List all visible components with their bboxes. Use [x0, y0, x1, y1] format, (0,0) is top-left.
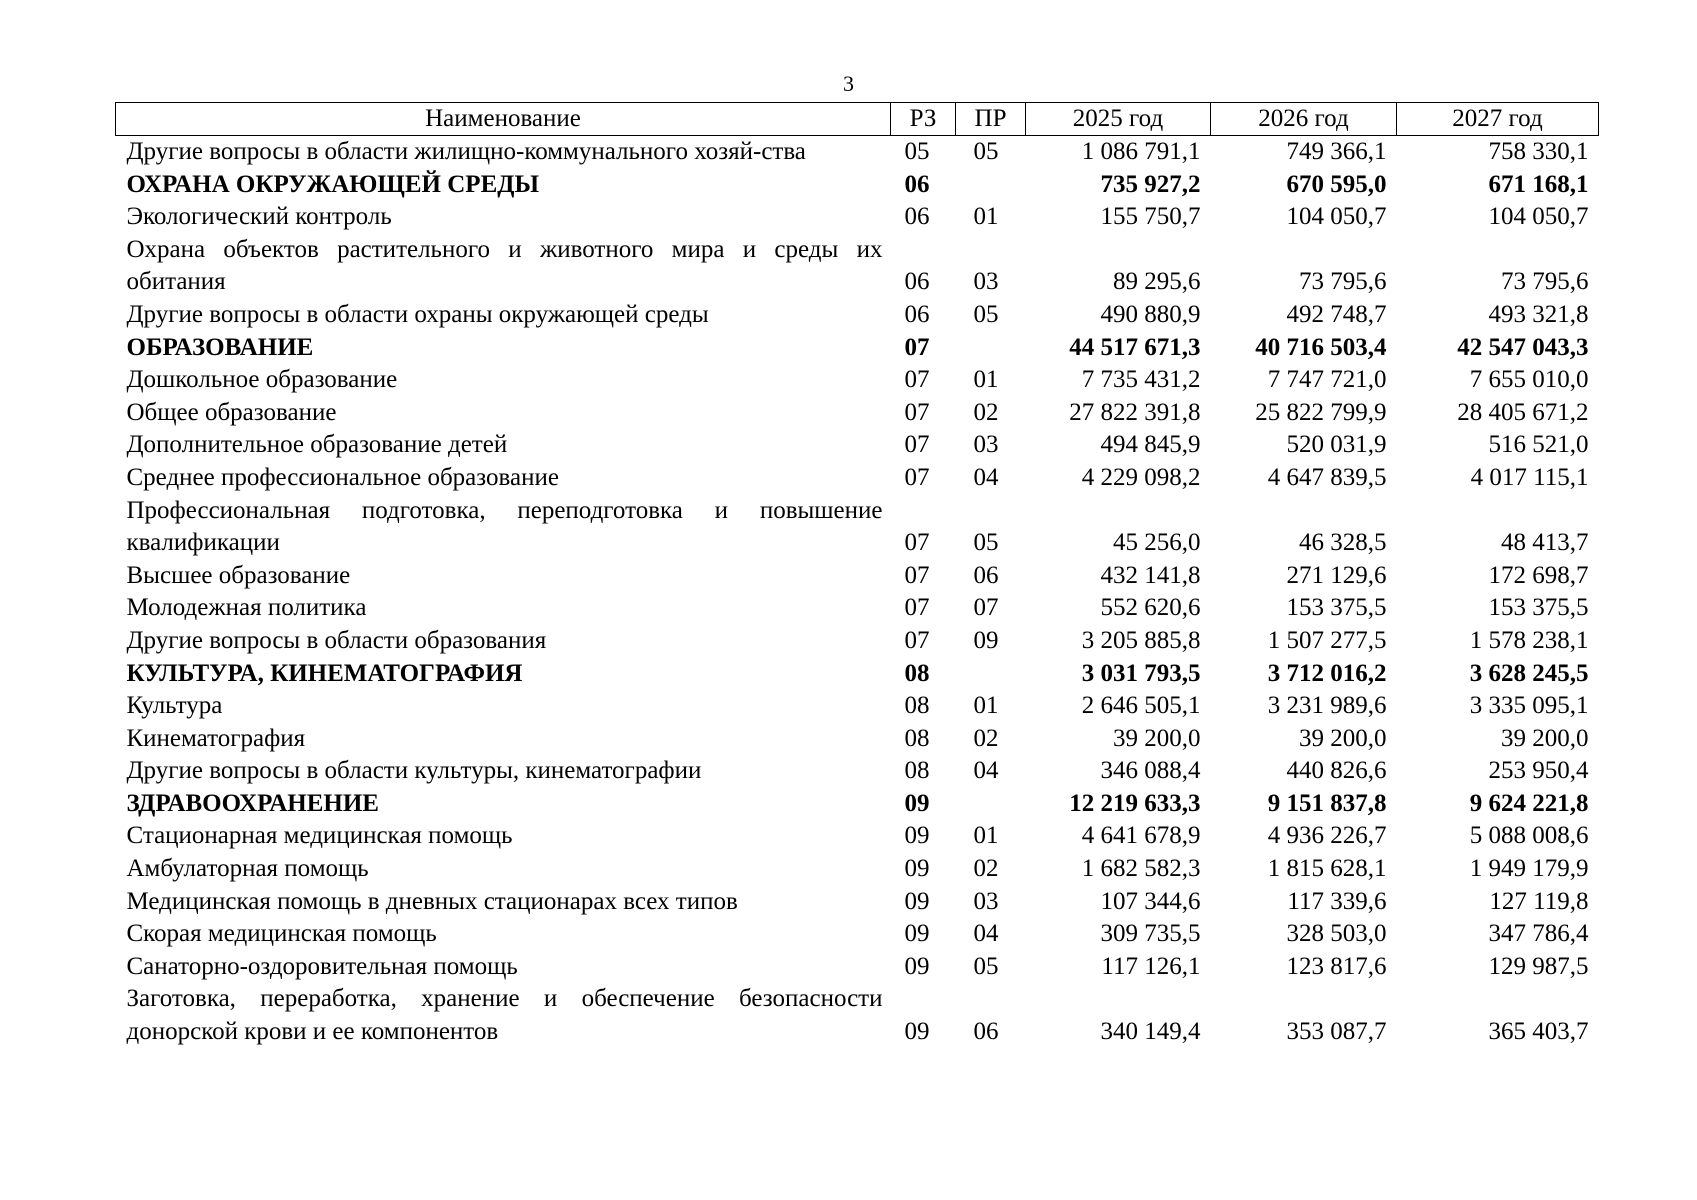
row-name: Заготовка, переработка, хранение и обеспечение безопасности донорской крови и ее компонентов	[126, 985, 883, 1046]
table-row	[116, 234, 1599, 299]
row-rz-code: 09	[904, 822, 930, 850]
row-pr-code	[956, 658, 1026, 691]
row-value-2025: 155 750,7	[1100, 203, 1201, 231]
row-name: ОХРАНА ОКРУЖАЮЩЕЙ СРЕДЫ	[126, 170, 539, 198]
row-value-2027: 129 987,5	[1488, 952, 1589, 980]
row-pr-code: 01	[973, 822, 999, 850]
row-pr-code: 02	[973, 398, 999, 426]
row-value-2026: 7 747 721,0	[1267, 366, 1387, 394]
row-pr-code	[956, 332, 1026, 365]
row-name: Экологический контроль	[126, 203, 392, 231]
row-value-2026: 39 200,0	[1299, 724, 1387, 752]
table-row	[116, 462, 1599, 495]
row-pr-code	[956, 169, 1026, 202]
table-row	[116, 690, 1599, 723]
row-pr-code: 04	[973, 757, 999, 785]
row-name: Общее образование	[126, 398, 337, 426]
row-value-2027: 3 628 245,5	[1469, 659, 1589, 687]
row-value-2025: 3 031 793,5	[1081, 659, 1201, 687]
row-value-2025: 117 126,1	[1101, 952, 1201, 980]
table-row	[116, 886, 1599, 919]
row-value-2025: 12 219 633,3	[1069, 789, 1201, 817]
row-name: Скорая медицинская помощь	[126, 920, 437, 948]
row-rz-code: 07	[904, 333, 930, 361]
section-row	[116, 788, 1599, 821]
table-row	[116, 495, 1599, 560]
row-name: Стационарная медицинская помощь	[126, 822, 513, 850]
row-name: Дополнительное образование детей	[126, 431, 508, 459]
row-pr-code: 02	[973, 855, 999, 883]
row-value-2026: 4 647 839,5	[1267, 463, 1387, 491]
row-value-2026: 520 031,9	[1286, 431, 1387, 459]
row-value-2027: 42 547 043,3	[1457, 333, 1589, 361]
row-value-2026: 1 507 277,5	[1267, 626, 1387, 654]
row-value-2027: 39 200,0	[1501, 724, 1589, 752]
page-number: 3	[843, 71, 854, 96]
row-value-2025: 107 344,6	[1100, 887, 1201, 915]
table-row	[116, 853, 1599, 886]
row-name: Амбулаторная помощь	[126, 855, 369, 883]
row-rz-code: 06	[904, 203, 930, 231]
row-rz-code: 06	[904, 268, 930, 296]
header-2027: 2027 год	[1397, 103, 1599, 136]
table-row	[116, 397, 1599, 430]
row-value-2025: 340 149,4	[1100, 1018, 1201, 1046]
row-rz-code: 09	[904, 855, 930, 883]
row-pr-code: 05	[973, 138, 999, 165]
row-name: Культура	[126, 692, 223, 720]
row-value-2025: 346 088,4	[1100, 757, 1201, 785]
header-2025: 2025 год	[1026, 103, 1211, 136]
row-pr-code: 09	[973, 626, 999, 654]
row-pr-code: 01	[973, 203, 999, 231]
row-value-2027: 253 950,4	[1488, 757, 1589, 785]
row-value-2026: 492 748,7	[1286, 300, 1387, 328]
row-rz-code: 09	[904, 920, 930, 948]
row-pr-code: 04	[973, 920, 999, 948]
row-rz-code: 07	[904, 561, 930, 589]
row-value-2026: 271 129,6	[1286, 561, 1387, 589]
row-value-2026: 670 595,0	[1286, 170, 1387, 198]
row-value-2027: 48 413,7	[1501, 529, 1589, 557]
table-row	[116, 820, 1599, 853]
row-name: Медицинская помощь в дневных стационарах всех типов	[126, 887, 738, 915]
row-value-2027: 516 521,0	[1488, 431, 1589, 459]
row-value-2027: 1 578 238,1	[1469, 626, 1589, 654]
row-value-2025: 494 845,9	[1100, 431, 1201, 459]
section-row	[116, 658, 1599, 691]
table-body	[116, 136, 1599, 1049]
header-rz: РЗ	[891, 103, 956, 136]
table-row	[116, 723, 1599, 756]
row-value-2025: 44 517 671,3	[1069, 333, 1201, 361]
row-value-2026: 153 375,5	[1286, 594, 1387, 622]
row-pr-code: 03	[973, 268, 999, 296]
row-pr-code: 04	[973, 463, 999, 491]
row-rz-code: 07	[904, 626, 930, 654]
row-rz-code: 06	[904, 300, 930, 328]
row-value-2027: 3 335 095,1	[1469, 692, 1589, 720]
row-name: Другие вопросы в области охраны окружающей среды	[126, 300, 709, 328]
row-name: КУЛЬТУРА, КИНЕМАТОГРАФИЯ	[126, 659, 523, 687]
row-value-2025: 490 880,9	[1100, 300, 1201, 328]
row-value-2025: 1 086 791,1	[1081, 138, 1201, 165]
row-pr-code: 01	[973, 692, 999, 720]
row-pr-code: 07	[973, 594, 999, 622]
table-row	[116, 918, 1599, 951]
table-row	[116, 625, 1599, 658]
row-rz-code: 09	[904, 1018, 930, 1046]
header-2026: 2026 год	[1211, 103, 1397, 136]
row-value-2025: 735 927,2	[1100, 170, 1201, 198]
row-rz-code: 07	[904, 594, 930, 622]
row-value-2025: 45 256,0	[1113, 529, 1201, 557]
section-row	[116, 332, 1599, 365]
row-value-2027: 493 321,8	[1488, 300, 1589, 328]
row-value-2027: 73 795,6	[1501, 268, 1589, 296]
row-value-2027: 9 624 221,8	[1469, 789, 1589, 817]
row-rz-code: 06	[904, 170, 930, 198]
row-value-2025: 309 735,5	[1100, 920, 1201, 948]
table-row	[116, 951, 1599, 984]
row-value-2026: 3 712 016,2	[1267, 659, 1387, 687]
row-value-2026: 328 503,0	[1286, 920, 1387, 948]
row-value-2027: 104 050,7	[1488, 203, 1589, 231]
row-value-2025: 2 646 505,1	[1081, 692, 1201, 720]
row-value-2027: 758 330,1	[1488, 138, 1589, 165]
row-value-2026: 353 087,7	[1286, 1018, 1387, 1046]
row-pr-code: 03	[973, 887, 999, 915]
table-row	[116, 755, 1599, 788]
row-value-2025: 27 822 391,8	[1069, 398, 1201, 426]
row-value-2025: 4 641 678,9	[1081, 822, 1201, 850]
row-value-2025: 89 295,6	[1113, 268, 1201, 296]
row-value-2027: 153 375,5	[1488, 594, 1589, 622]
row-value-2027: 365 403,7	[1488, 1018, 1589, 1046]
row-value-2027: 127 119,8	[1489, 887, 1589, 915]
row-value-2026: 4 936 226,7	[1267, 822, 1387, 850]
row-name: ОБРАЗОВАНИЕ	[126, 333, 314, 361]
row-pr-code: 06	[973, 1018, 999, 1046]
section-row	[116, 169, 1599, 202]
header-pr: ПР	[956, 103, 1026, 136]
row-name: Другие вопросы в области культуры, кинематографии	[126, 757, 702, 785]
row-value-2025: 4 229 098,2	[1081, 463, 1201, 491]
budget-table	[115, 102, 1599, 1049]
row-value-2026: 3 231 989,6	[1267, 692, 1387, 720]
row-name: Дошкольное образование	[126, 366, 398, 394]
row-name: Молодежная политика	[126, 594, 367, 622]
row-value-2026: 25 822 799,9	[1255, 398, 1387, 426]
row-rz-code: 07	[904, 529, 930, 557]
table-row	[116, 364, 1599, 397]
row-value-2026: 1 815 628,1	[1267, 855, 1387, 883]
row-name: Другие вопросы в области жилищно-коммунального хозяй-ства	[126, 138, 806, 165]
row-value-2026: 40 716 503,4	[1255, 333, 1387, 361]
row-value-2026: 749 366,1	[1286, 138, 1387, 165]
row-value-2027: 4 017 115,1	[1470, 463, 1589, 491]
row-value-2026: 73 795,6	[1299, 268, 1387, 296]
row-name: Санаторно-оздоровительная помощь	[126, 952, 518, 980]
row-name: Другие вопросы в области образования	[126, 626, 547, 654]
row-rz-code: 08	[904, 757, 930, 785]
row-value-2025: 3 205 885,8	[1081, 626, 1201, 654]
row-name: Высшее образование	[126, 561, 351, 589]
table-row	[116, 429, 1599, 462]
row-value-2025: 39 200,0	[1113, 724, 1201, 752]
table-row	[116, 983, 1599, 1048]
row-rz-code: 07	[904, 398, 930, 426]
row-value-2025: 552 620,6	[1100, 594, 1201, 622]
row-value-2027: 671 168,1	[1488, 170, 1589, 198]
row-value-2027: 172 698,7	[1488, 561, 1589, 589]
table-header	[116, 103, 1599, 136]
table-row	[116, 136, 1599, 169]
row-pr-code: 01	[973, 366, 999, 394]
row-pr-code	[956, 788, 1026, 821]
row-rz-code: 07	[904, 366, 930, 394]
budget-table-container	[115, 102, 1598, 1049]
row-value-2026: 9 151 837,8	[1267, 789, 1387, 817]
row-rz-code: 05	[904, 138, 930, 165]
row-rz-code: 08	[904, 659, 930, 687]
row-pr-code: 03	[973, 431, 999, 459]
header-row	[116, 103, 1599, 136]
table-row	[116, 299, 1599, 332]
row-value-2026: 46 328,5	[1299, 529, 1387, 557]
row-value-2027: 28 405 671,2	[1457, 398, 1589, 426]
row-name: ЗДРАВООХРАНЕНИЕ	[126, 789, 379, 817]
row-value-2027: 5 088 008,6	[1469, 822, 1589, 850]
row-name: Профессиональная подготовка, переподготовка и повышение квалификации	[126, 496, 883, 557]
row-value-2025: 1 682 582,3	[1081, 855, 1201, 883]
row-rz-code: 08	[904, 692, 930, 720]
row-name: Кинематография	[126, 724, 306, 752]
row-value-2027: 347 786,4	[1488, 920, 1589, 948]
row-value-2025: 432 141,8	[1100, 561, 1201, 589]
row-name: Охрана объектов растительного и животного мира и среды их обитания	[126, 235, 883, 296]
row-rz-code: 09	[904, 952, 930, 980]
row-value-2026: 104 050,7	[1286, 203, 1387, 231]
row-name: Среднее профессиональное образование	[126, 463, 559, 491]
row-pr-code: 06	[973, 561, 999, 589]
row-value-2027: 1 949 179,9	[1469, 855, 1589, 883]
row-value-2025: 7 735 431,2	[1081, 366, 1201, 394]
row-value-2027: 7 655 010,0	[1469, 366, 1589, 394]
row-rz-code: 08	[904, 724, 930, 752]
row-pr-code: 05	[973, 300, 999, 328]
row-rz-code: 09	[904, 789, 930, 817]
row-rz-code: 09	[904, 887, 930, 915]
row-value-2026: 123 817,6	[1286, 952, 1387, 980]
table-row	[116, 201, 1599, 234]
row-value-2026: 440 826,6	[1286, 757, 1387, 785]
row-rz-code: 07	[904, 463, 930, 491]
header-name: Наименование	[116, 103, 891, 136]
row-value-2026: 117 339,6	[1287, 887, 1387, 915]
row-pr-code: 05	[973, 952, 999, 980]
table-row	[116, 560, 1599, 593]
table-row	[116, 592, 1599, 625]
row-pr-code: 02	[973, 724, 999, 752]
row-rz-code: 07	[904, 431, 930, 459]
row-pr-code: 05	[973, 529, 999, 557]
